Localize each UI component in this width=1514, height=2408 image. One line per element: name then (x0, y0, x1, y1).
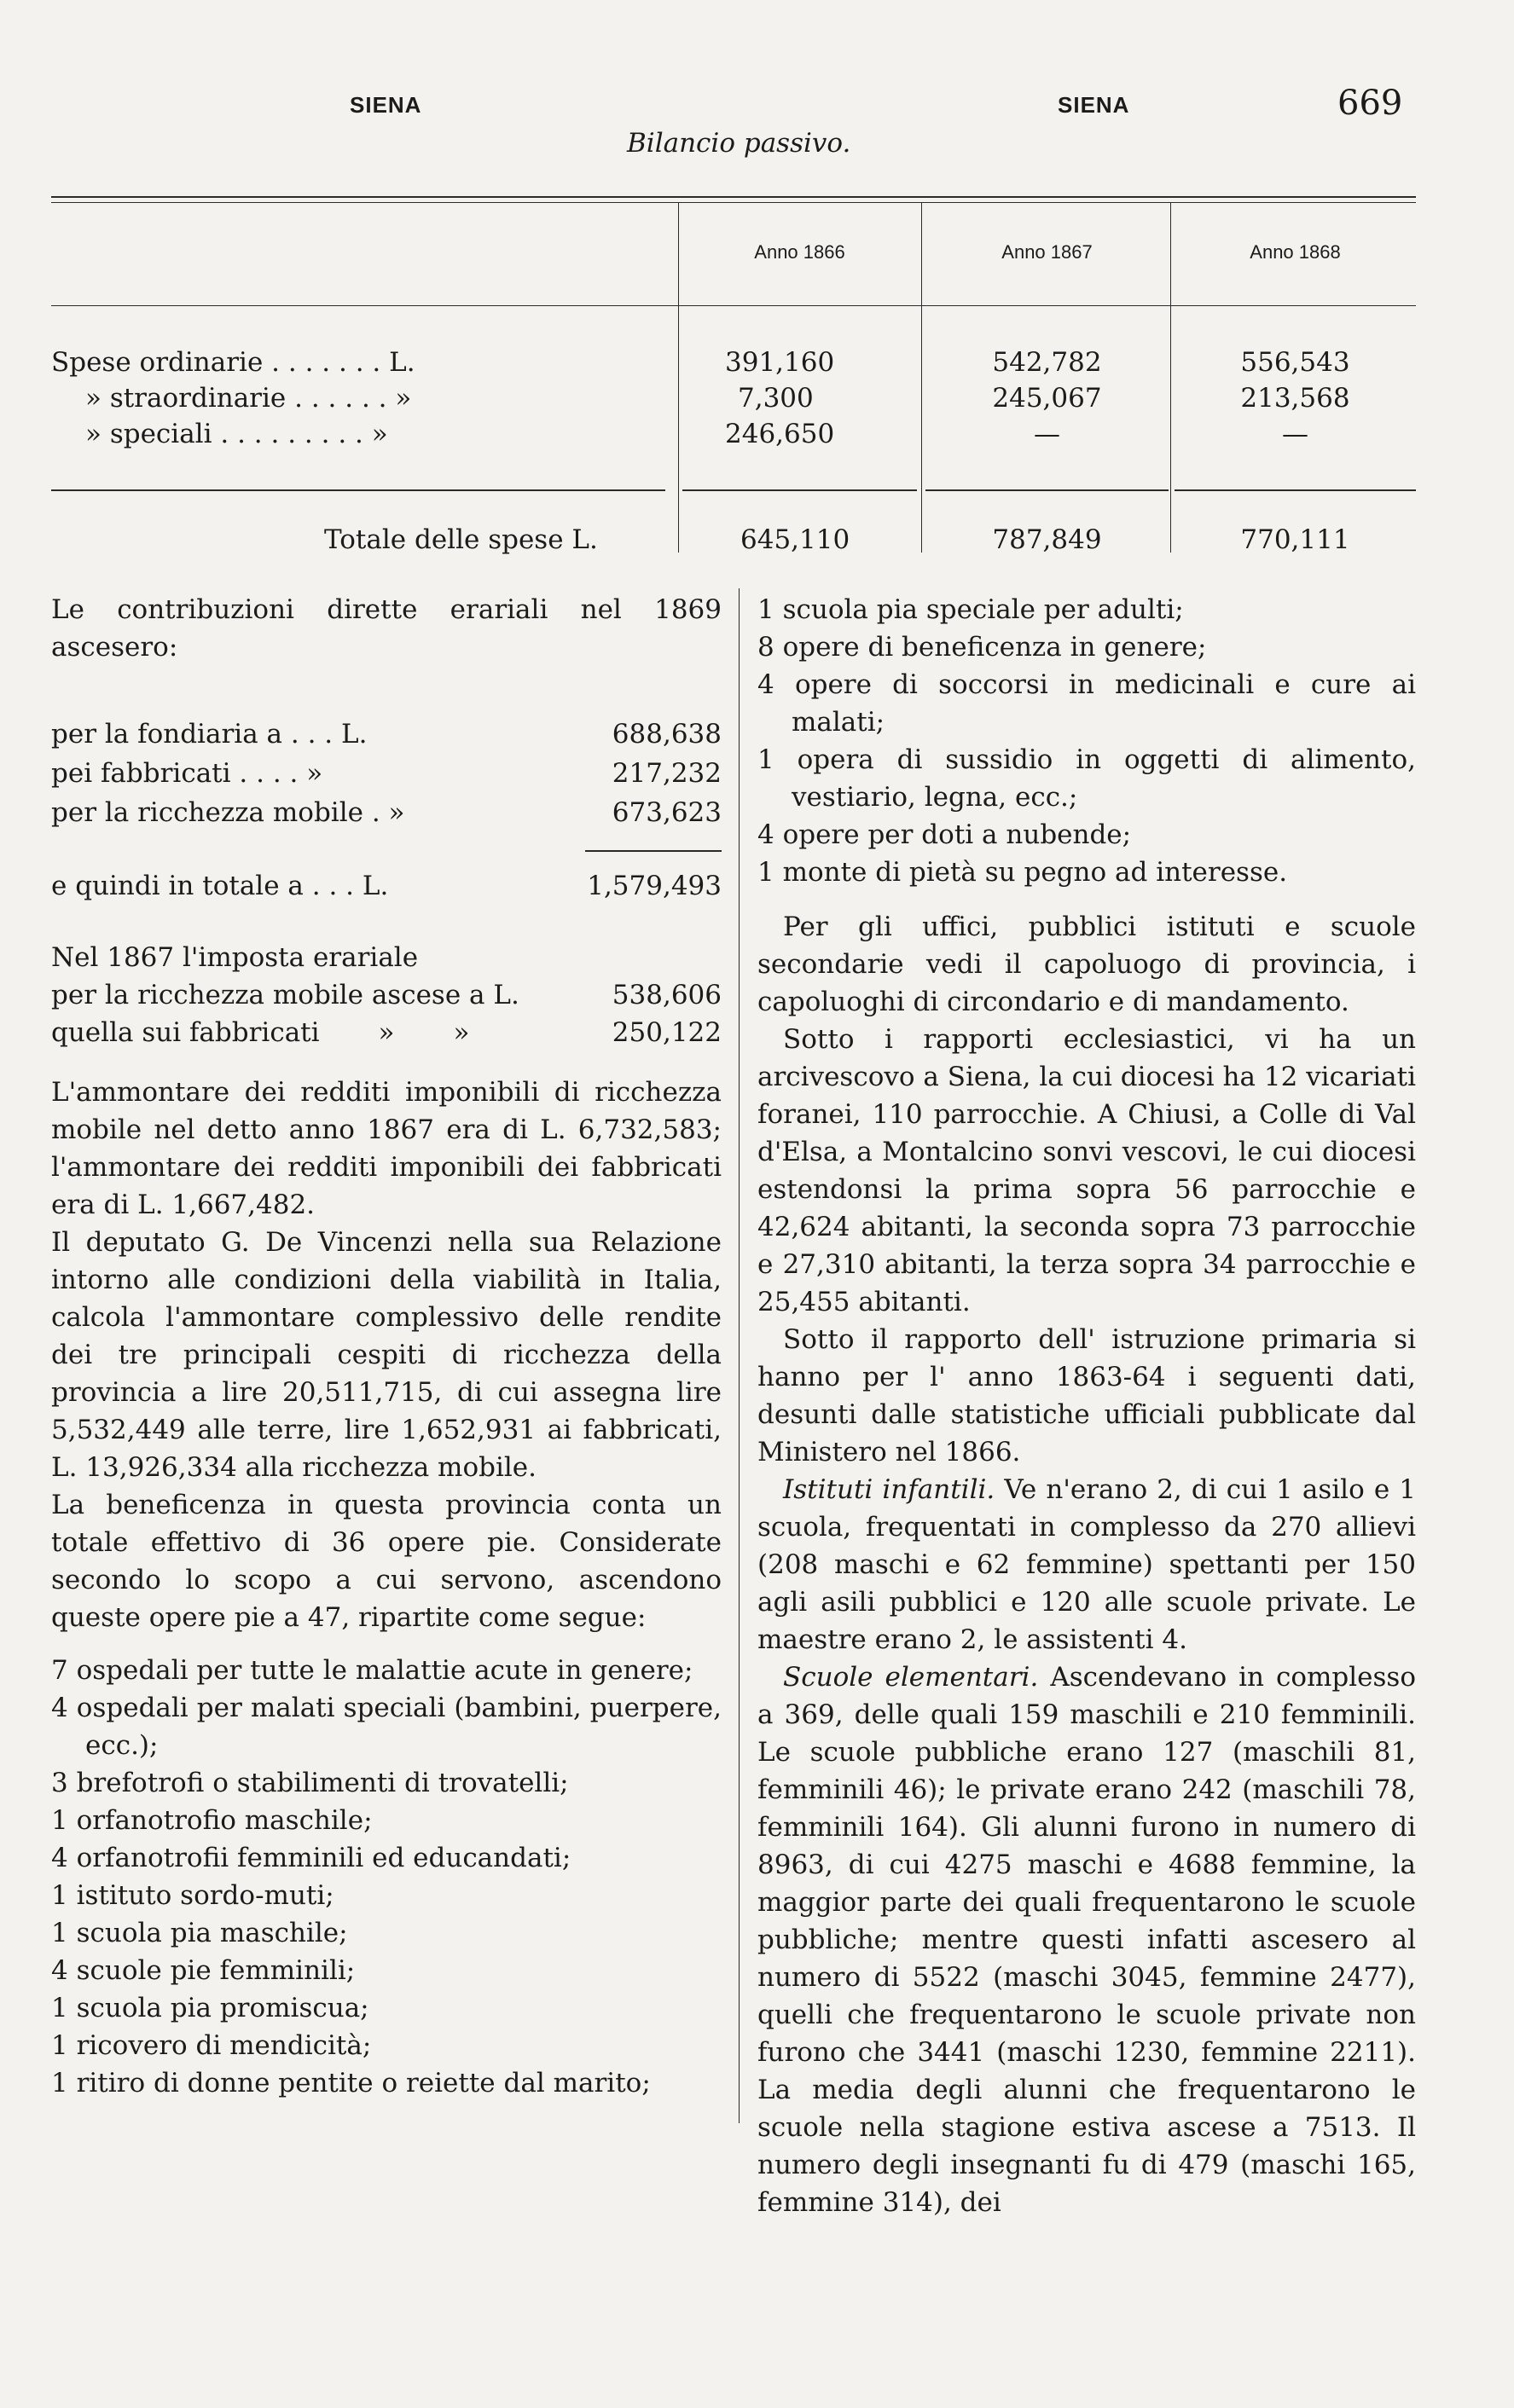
imposta-value: 250,122 (612, 1017, 722, 1048)
cell-value: 246,650 (725, 419, 835, 449)
imposta-intro: Nel 1867 l'imposta erariale (51, 942, 419, 973)
paragraph (757, 1658, 1416, 2221)
running-header-left: SIENA (350, 92, 422, 118)
contrib-total-value: 1,579,493 (587, 871, 722, 901)
section-title: Scuole elementari. (783, 1662, 1039, 1693)
contrib-total-label: e quindi in totale a . . . L. (51, 871, 389, 901)
list-item: 1 ricovero di mendicità; (51, 2030, 372, 2061)
cell-value: — (1034, 419, 1060, 449)
paragraph (757, 1471, 1416, 1658)
total-label: Totale delle spese L. (324, 524, 598, 555)
table-top-rule-thin (51, 202, 1416, 203)
sum-rule (585, 850, 722, 852)
paragraph-text: Ascendevano in complesso a 369, delle quali 159 maschili e 210 femminili. Le scuole pubbliche erano 127 (maschili 81, femminili 46); le private erano 242 (maschili 78, femminili 164). Gli alunni furono in numero di 8963, di cui 4275 maschi e 4688 femmine, la maggior parte dei quali frequentarono le scuole pubbliche; mentre questi infatti ascesero al numero di 5522 (maschi 3045, femmine 2477), quelli che frequentarono le scuole private non furono che 3441 (maschi 1230, femmine 2211). La media degli alunni che frequentarono le scuole nella stagione estiva ascese a 7513. Il numero degli insegnanti fu di 479 (maschi 165, femmine 314), dei (757, 1662, 1416, 2218)
contrib-label: per la fondiaria a . . . L. (51, 719, 368, 750)
paragraph: Per gli uffici, pubblici istituti e scuole secondarie vedi il capoluogo di provincia, i capoluoghi di circondario e di mandamento. (757, 912, 1416, 1017)
cell-value: 245,067 (992, 383, 1102, 414)
imposta-value: 538,606 (612, 980, 722, 1010)
cell-value: 542,782 (992, 347, 1102, 378)
list-item: 1 orfanotrofio maschile; (51, 1805, 373, 1836)
list-item: 7 ospedali per tutte le malattie acute in genere; (51, 1655, 693, 1686)
table-header-rule (51, 305, 1416, 306)
page-subtitle: Bilancio passivo. (627, 128, 851, 159)
table-sum-rule (1175, 489, 1416, 491)
paragraph: Sotto il rapporto dell' istruzione primaria si hanno per l' anno 1863-64 i seguenti dati, desunti dalle statistiche ufficiali pubblicate dal Ministero nel 1866. (757, 1324, 1416, 1467)
list-item: 4 opere di soccorsi in medicinali e cure ai malati; (757, 669, 1416, 738)
list-item: 4 scuole pie femminili; (51, 1955, 356, 1986)
column-header-1868: Anno 1868 (1250, 241, 1341, 263)
contrib-row (51, 715, 722, 755)
imposta-label: quella sui fabbricati » » (51, 1017, 470, 1048)
total-value: 645,110 (740, 524, 850, 555)
list-item: 1 ritiro di donne pentite o reiette dal marito; (51, 2068, 651, 2098)
row-label-straordinarie: » straordinarie . . . . . . » (85, 383, 412, 414)
paragraph-text: Ve n'erano 2, di cui 1 asilo e 1 scuola, frequentati in complesso da 270 allievi (208 maschi e 62 femmine) spettanti per 150 agli asili pubblici e 120 alle scuole private. Le maestre erano 2, le assistenti 4. (757, 1474, 1416, 1655)
list-item: 1 monte di pietà su pegno ad interesse. (757, 857, 1288, 888)
paragraph: Sotto i rapporti ecclesiastici, vi ha un arcivescovo a Siena, la cui diocesi ha 12 vicariati foranei, 110 parrocchie. A Chiusi, a Colle di Val d'Elsa, a Montalcino sonvi vescovi, le cui diocesi estendonsi la prima sopra 56 parrocchie e 42,624 abitanti, la seconda sopra 73 parrocchie e 27,310 abitanti, la terza sopra 34 parrocchie e 25,455 abitanti. (757, 1024, 1417, 1317)
column-divider (739, 588, 740, 2123)
contrib-intro: Le contribuzioni dirette erariali nel 1869 ascesero: (51, 594, 722, 663)
list-item: 3 brefotrofi o stabilimenti di trovatelli; (51, 1768, 569, 1798)
imposta-row (51, 1014, 722, 1051)
cell-value: 213,568 (1240, 383, 1350, 414)
list-item: 8 opere di beneficenza in genere; (757, 632, 1207, 663)
table-col-divider (678, 203, 679, 553)
paragraph: L'ammontare dei redditi imponibili di ricchezza mobile nel detto anno 1867 era di L. 6,732,583; l'ammontare dei redditi imponibili dei fabbricati era di L. 1,667,482. (51, 1077, 722, 1220)
list-item: 1 scuola pia maschile; (51, 1918, 348, 1948)
list-item: 4 ospedali per malati speciali (bambini, puerpere, ecc.); (51, 1693, 722, 1761)
list-item: 1 opera di sussidio in oggetti di alimento, vestiario, legna, ecc.; (757, 744, 1416, 813)
contrib-row (51, 755, 722, 794)
paragraph: Il deputato G. De Vincenzi nella sua Relazione intorno alle condizioni della viabilità in Italia, calcola l'ammontare complessivo delle rendite dei tre principali cespiti di ricchezza della provincia a lire 20,511,715, di cui assegna lire 5,532,449 alle terre, lire 1,652,931 ai fabbricati, L. 13,926,334 alla ricchezza mobile. (51, 1227, 722, 1483)
contrib-row (51, 794, 722, 833)
total-value: 770,111 (1240, 524, 1350, 555)
row-label-ordinarie: Spese ordinarie . . . . . . . L. (51, 347, 415, 378)
right-column (757, 591, 1416, 2221)
beneficence-list-continued (757, 591, 1416, 891)
contrib-label: pei fabbricati . . . . » (51, 758, 323, 789)
column-header-1867: Anno 1867 (1001, 241, 1093, 263)
cell-value: — (1282, 419, 1308, 449)
table-col-divider (1170, 203, 1171, 553)
list-item: 1 scuola pia promiscua; (51, 1993, 369, 2023)
table-sum-rule (51, 489, 665, 491)
table-sum-rule (682, 489, 917, 491)
table-col-divider (921, 203, 922, 553)
list-item: 4 orfanotrofii femminili ed educandati; (51, 1843, 571, 1873)
list-item: 1 istituto sordo-muti; (51, 1880, 334, 1911)
page-number: 669 (1337, 84, 1403, 123)
contrib-value: 217,232 (612, 758, 722, 789)
total-value: 787,849 (992, 524, 1102, 555)
imposta-label: per la ricchezza mobile ascese a L. (51, 980, 519, 1010)
imposta-row (51, 976, 722, 1014)
beneficence-list (51, 1652, 722, 2102)
section-title: Istituti infantili. (783, 1474, 995, 1505)
cell-value: 7,300 (738, 383, 814, 414)
paragraph: La beneficenza in questa provincia conta un totale effettivo di 36 opere pie. Considerate secondo lo scopo a cui servono, ascendono queste opere pie a 47, ripartite come segue: (51, 1490, 722, 1633)
table-top-rule (51, 196, 1416, 198)
running-header-center: SIENA (1058, 92, 1130, 118)
column-header-1866: Anno 1866 (754, 241, 845, 263)
left-column (51, 591, 722, 2102)
cell-value: 556,543 (1240, 347, 1350, 378)
contrib-value: 688,638 (612, 719, 722, 750)
contrib-label: per la ricchezza mobile . » (51, 797, 405, 828)
contrib-value: 673,623 (612, 797, 722, 828)
table-sum-rule (925, 489, 1169, 491)
contrib-total-row (51, 864, 722, 917)
list-item: 1 scuola pia speciale per adulti; (757, 594, 1184, 625)
row-label-speciali: » speciali . . . . . . . . . » (85, 419, 388, 449)
cell-value: 391,160 (725, 347, 835, 378)
list-item: 4 opere per doti a nubende; (757, 819, 1132, 850)
